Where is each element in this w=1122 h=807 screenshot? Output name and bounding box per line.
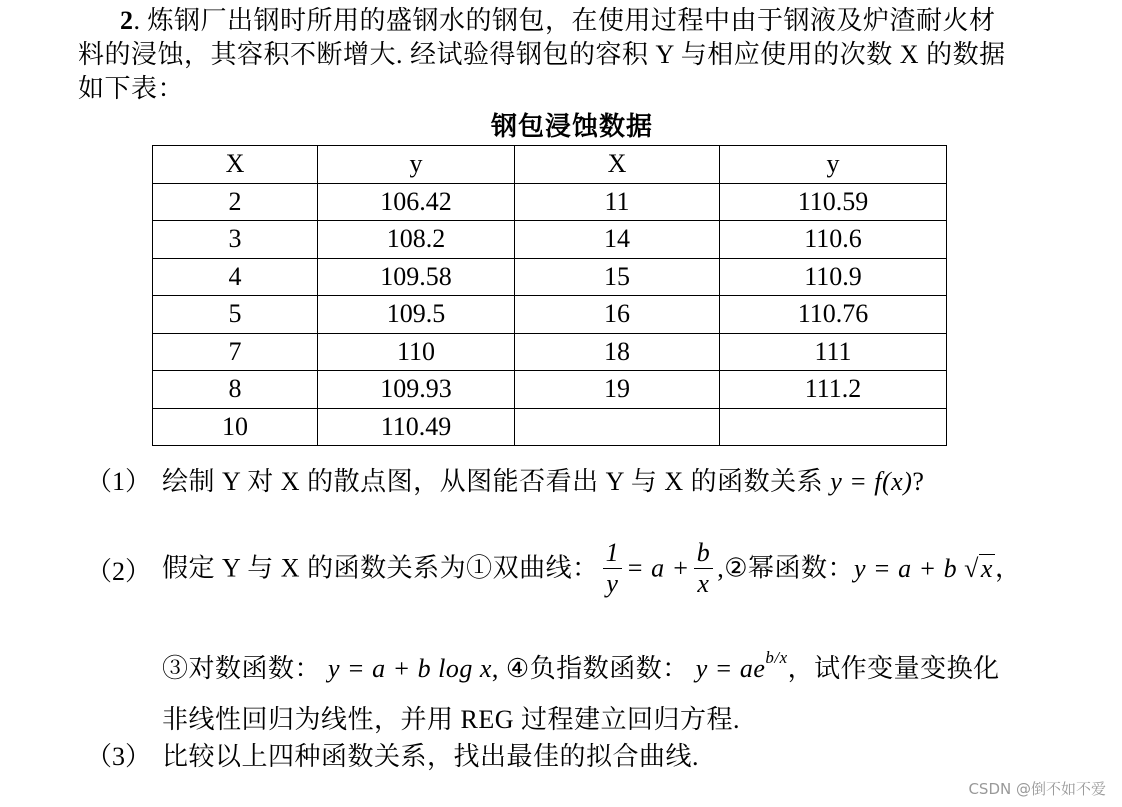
table-row	[153, 296, 947, 334]
table-row	[153, 333, 947, 371]
table-cell: 108.2	[318, 221, 515, 259]
table-cell: 110.76	[720, 296, 947, 334]
table-cell: 11	[515, 183, 720, 221]
problem-line-3: 如下表：	[78, 74, 185, 103]
table-cell	[515, 408, 720, 446]
table-cell: 109.93	[318, 371, 515, 409]
table-header-cell: y	[318, 146, 515, 184]
table-title: 钢包浸蚀数据	[490, 112, 653, 141]
table-cell: 18	[515, 333, 720, 371]
table-row	[153, 221, 947, 259]
question-2-label: （2）	[86, 557, 152, 586]
table-cell: 3	[153, 221, 318, 259]
question-3-text: 比较以上四种函数关系，找出最佳的拟合曲线.	[162, 742, 700, 771]
table-cell: 110.59	[720, 183, 947, 221]
table-header-row	[153, 146, 947, 184]
question-1-text: 绘制 Y 对 X 的散点图，从图能否看出 Y 与 X 的函数关系 y = f(x)?	[162, 467, 925, 496]
table-cell: 110	[318, 333, 515, 371]
table-cell: 16	[515, 296, 720, 334]
table-cell: 111.2	[720, 371, 947, 409]
fraction-b-over-x: $\frac{b}{x}$	[694, 538, 714, 599]
log-function-formula: y = a + b log x	[328, 654, 492, 683]
table-header-cell: y	[720, 146, 947, 184]
table-row	[153, 371, 947, 409]
table-cell: 110.49	[318, 408, 515, 446]
question-2-line-3: 非线性回归为线性，并用 REG 过程建立回归方程.	[162, 705, 741, 734]
csdn-watermark: CSDN @倒不如不爱	[968, 780, 1106, 798]
fraction-one-over-y: $\frac{1}{y}$	[603, 538, 623, 599]
table-cell: 109.5	[318, 296, 515, 334]
table-cell: 106.42	[318, 183, 515, 221]
question-1-label: （1）	[86, 467, 152, 496]
problem-number: 2	[120, 6, 134, 35]
table-cell: 109.58	[318, 258, 515, 296]
table-cell: 110.6	[720, 221, 947, 259]
data-table	[152, 145, 947, 446]
formula-f-of-x: y = f(x)	[830, 467, 913, 496]
exp-function-formula: $y = ae^{b/x}$	[695, 648, 788, 683]
table-cell: 110.9	[720, 258, 947, 296]
problem-statement	[78, 4, 1058, 106]
table-row	[153, 408, 947, 446]
table-row	[153, 183, 947, 221]
table-header-cell: X	[153, 146, 318, 184]
problem-line-1: 2. 炼钢厂出钢时所用的盛钢水的钢包，在使用过程中由于钢液及炉渣耐火材	[120, 6, 996, 35]
table-cell: 14	[515, 221, 720, 259]
table-cell: 7	[153, 333, 318, 371]
question-3-label: （3）	[86, 742, 152, 771]
question-2-line-1: 假定 Y 与 X 的函数关系为①双曲线： $\frac{1}{y}$ = a + $\frac{b}{x}$ ,②幂函数：y = a + b √x，	[162, 538, 1022, 598]
table-cell: 111	[720, 333, 947, 371]
sqrt-radicand: x	[980, 553, 993, 583]
table-cell: 19	[515, 371, 720, 409]
table-cell: 15	[515, 258, 720, 296]
table-cell: 4	[153, 258, 318, 296]
table-row	[153, 258, 947, 296]
question-2-line-2: ③对数函数： y = a + b log x, ④负指数函数： $y = ae^{b/x}$，试作变量变换化	[162, 648, 1000, 683]
table-cell: 10	[153, 408, 318, 446]
power-function-formula: y = a + b √x	[854, 553, 993, 583]
exponent-b-over-x: b/x	[765, 648, 788, 667]
table-cell: 5	[153, 296, 318, 334]
table-cell: 2	[153, 183, 318, 221]
table-cell: 8	[153, 371, 318, 409]
table-header-cell: X	[515, 146, 720, 184]
problem-line-2: 料的浸蚀，其容积不断增大. 经试验得钢包的容积 Y 与相应使用的次数 X 的数据	[78, 40, 1006, 69]
table-cell	[720, 408, 947, 446]
